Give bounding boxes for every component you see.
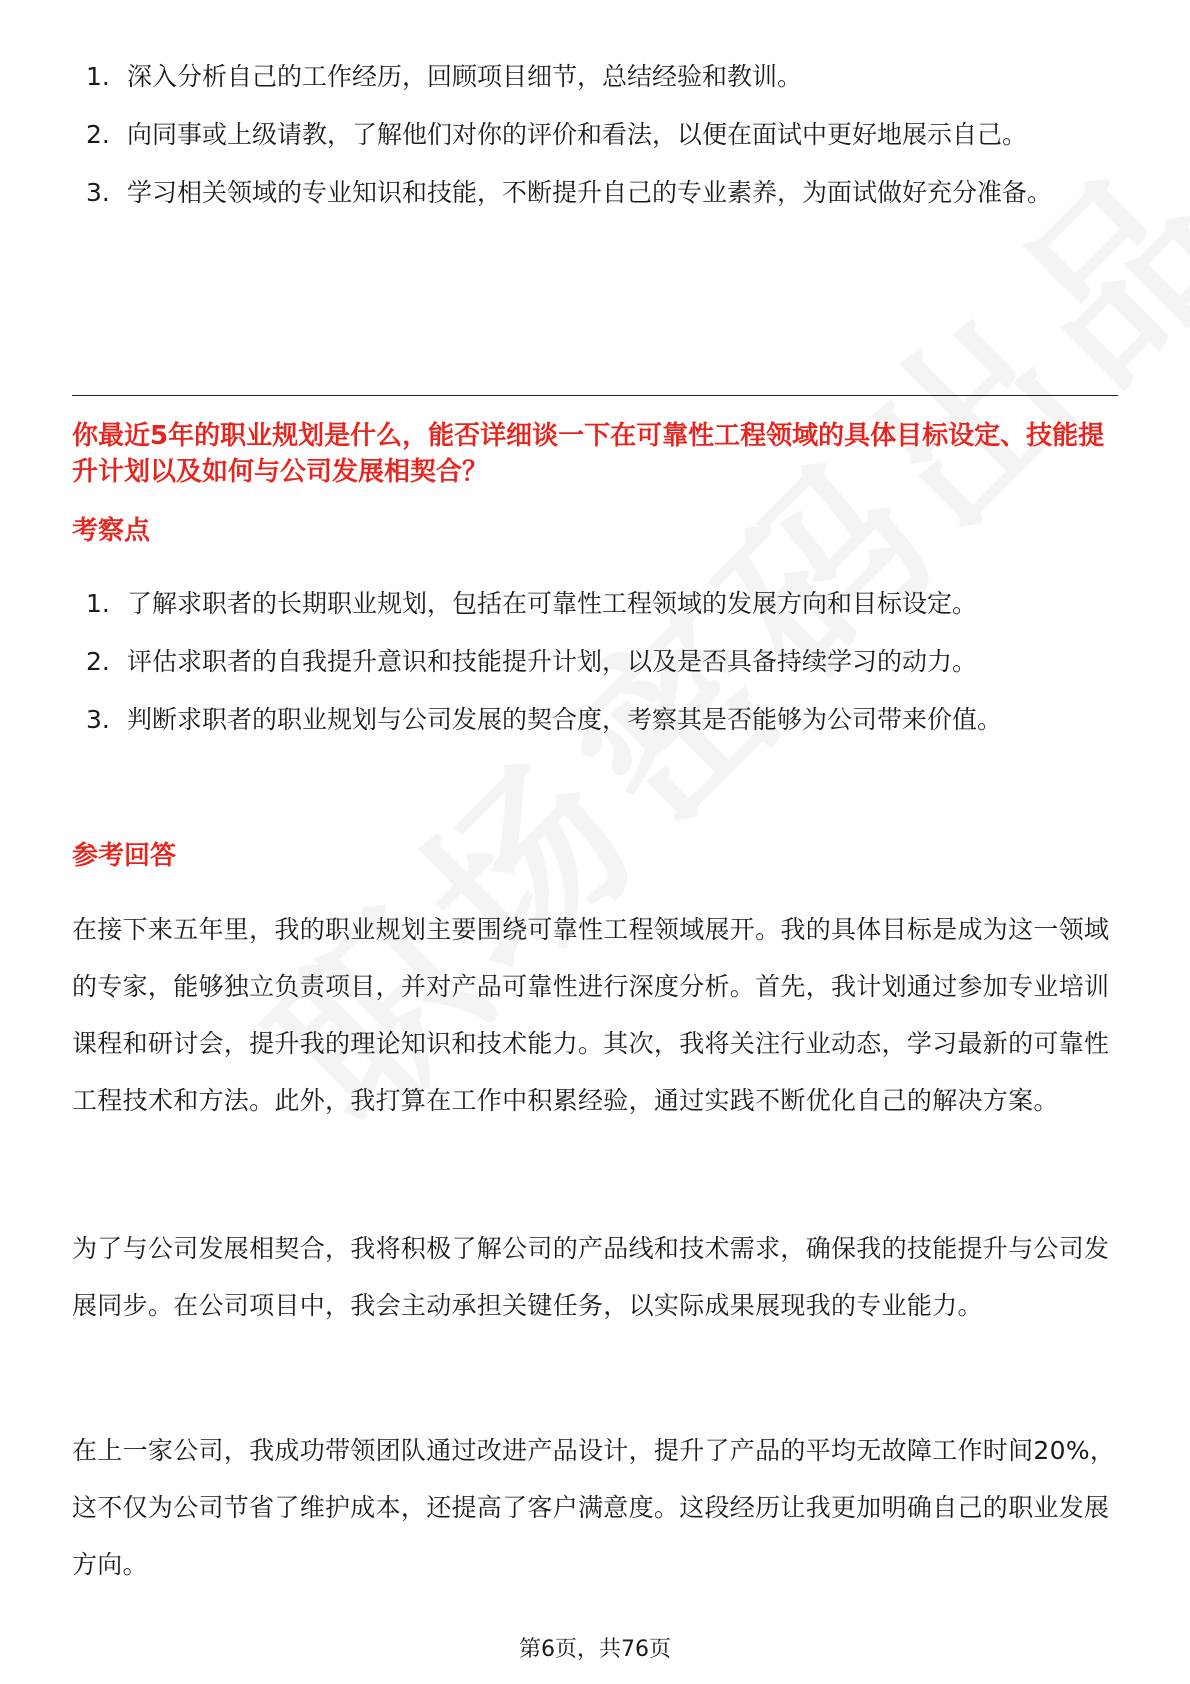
list-number: 1. [86,62,110,91]
list-item-text: 学习相关领域的专业知识和技能，不断提升自己的专业素养，为面试做好充分准备。 [127,178,1053,207]
answer-paragraph: 在接下来五年里，我的职业规划主要围绕可靠性工程领域展开。我的具体目标是成为这一领域的专家，能够独立负责项目，并对产品可靠性进行深度分析。首先，我计划通过参加专业培训课程和研讨会，提升我的理论知识和技术能力。其次，我将关注行业动态，学习最新的可靠性工程技术和方法。此外，我打算在工作中积累经验，通过实践不断优化自己的解决方案。 [72,915,1110,1115]
question-heading: 你最近5年的职业规划是什么，能否详细谈一下在可靠性工程领域的具体目标设定、技能提升计划以及如何与公司发展相契合？ [72,421,1105,487]
list-item-text: 向同事或上级请教，了解他们对你的评价和看法，以便在面试中更好地展示自己。 [127,120,1028,149]
list-item [72,575,1117,633]
kaocha-heading: 考察点 [72,516,151,546]
list-item-text: 深入分析自己的工作经历，回顾项目细节，总结经验和教训。 [127,62,803,91]
list-number: 3. [86,705,110,734]
list-number: 2. [86,120,110,149]
answer-heading: 参考回答 [72,841,177,871]
list-item-text: 评估求职者的自我提升意识和技能提升计划，以及是否具备持续学习的动力。 [127,647,978,676]
list-item [72,106,1117,164]
list-item [72,633,1117,691]
section-divider [72,395,1118,396]
list-item [72,691,1117,749]
list-item [72,164,1117,222]
list-item [72,48,1117,106]
list-number: 3. [86,178,110,207]
list-item-text: 了解求职者的长期职业规划，包括在可靠性工程领域的发展方向和目标设定。 [127,589,978,618]
page-number: 第6页，共76页 [519,1637,671,1662]
list-number: 1. [86,589,110,618]
kaocha-list [72,575,1117,749]
answer-paragraph: 在上一家公司，我成功带领团队通过改进产品设计，提升了产品的平均无故障工作时间20%，这不仅为公司节省了维护成本，还提高了客户满意度。这段经历让我更加明确自己的职业发展方向。 [72,1436,1116,1579]
top-list [72,48,1117,222]
answer-paragraph: 为了与公司发展相契合，我将积极了解公司的产品线和技术需求，确保我的技能提升与公司发展同步。在公司项目中，我会主动承担关键任务，以实际成果展现我的专业能力。 [72,1234,1110,1320]
list-item-text: 判断求职者的职业规划与公司发展的契合度，考察其是否能够为公司带来价值。 [127,705,1003,734]
list-number: 2. [86,647,110,676]
